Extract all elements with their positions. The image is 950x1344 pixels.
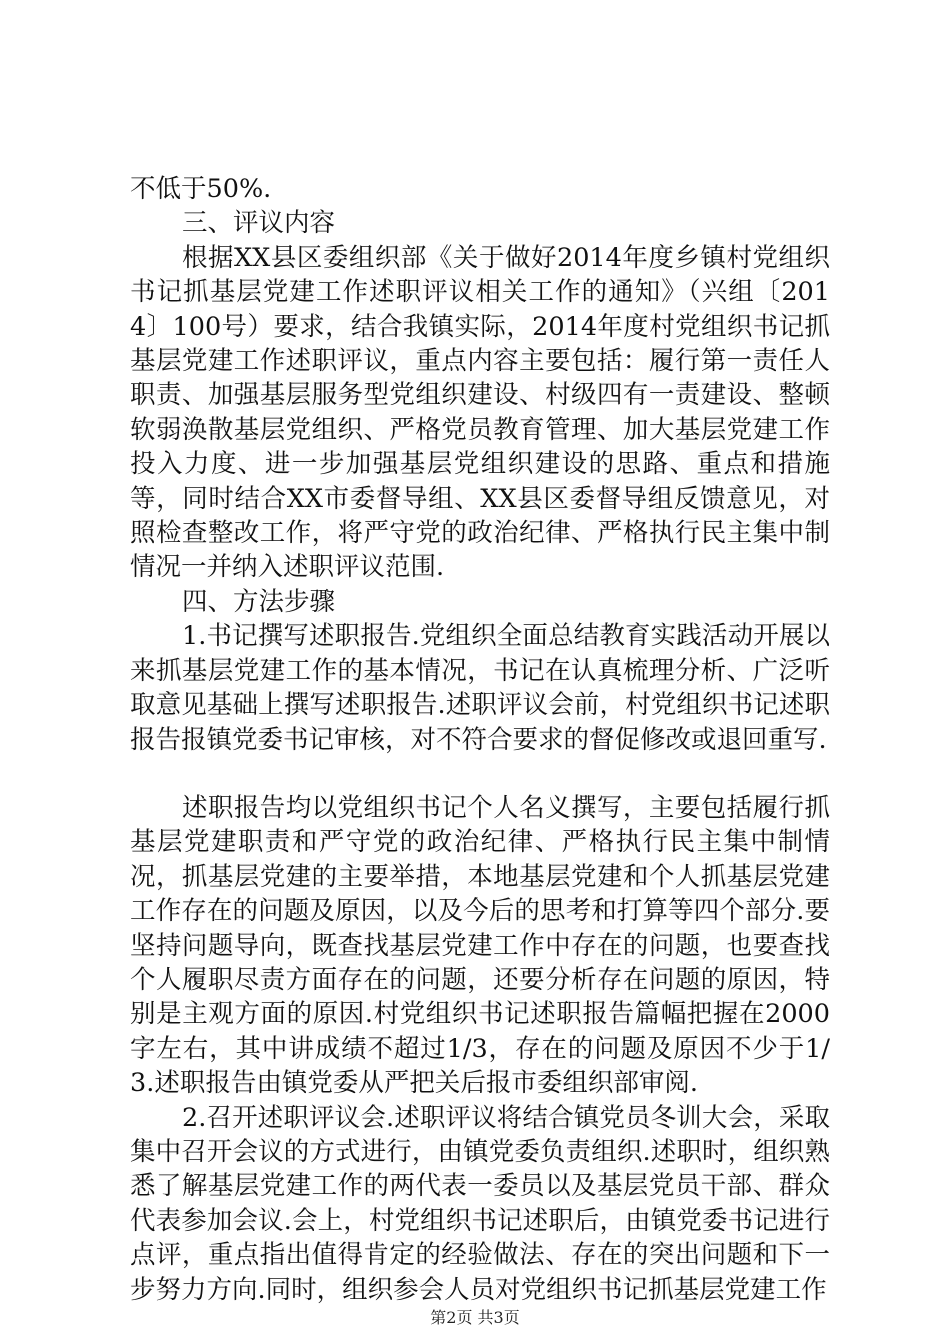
paragraph-continuation: 不低于50%. [130,174,272,204]
paragraph-gap [130,757,830,791]
paragraph-step-2: 2.召开述职评议会.述职评议将结合镇党员冬训大会，采取集中召开会议的方式进行，由镇党委负责组织.述职时，组织熟悉了解基层党建工作的两代表一委员以及基层党员干部、群众代表参加会议.会上，村党组织书记述职后，由镇党委书记进行点评，重点指出值得肯定的经验做法、存在的突出问题和下一步努力方向.同时，组织参会人员对党组织书记抓基层党建工作 [130,1102,830,1305]
page-footer: 第2页 共3页 [430,1308,520,1327]
paragraph-evaluation-content: 根据XX县区委组织部《关于做好2014年度乡镇村党组织书记抓基层党建工作述职评议相关工作的通知》（兴组〔2014〕100号）要求，结合我镇实际，2014年度村党组织书记抓基层党建工作述职评议，重点内容主要包括：履行第一责任人职责、加强基层服务型党组织建设、村级四有一责建设、整顿软弱涣散基层党组织、严格党员教育管理、加大基层党建工作投入力度、进一步加强基层党组织建设的思路、重点和措施等，同时结合XX市委督导组、XX县区委督导组反馈意见，对照检查整改工作，将严守党的政治纪律、严格执行民主集中制情况一并纳入述职评议范围. [130,242,830,583]
document-body [130,172,830,1307]
section-heading-evaluation-content: 三、评议内容 [182,208,336,239]
paragraph-report-requirements: 述职报告均以党组织书记个人名义撰写，主要包括履行抓基层党建职责和严守党的政治纪律、严格执行民主集中制情况，抓基层党建的主要举措，本地基层党建和个人抓基层党建工作存在的问题及原因，以及今后的思考和打算等四个部分.要坚持问题导向，既查找基层党建工作中存在的问题，也要查找个人履职尽责方面存在的问题，还要分析存在问题的原因，特别是主观方面的原因.村党组织书记述职报告篇幅把握在2000字左右，其中讲成绩不超过1/3，存在的问题及原因不少于1/3.述职报告由镇党委从严把关后报市委组织部审阅. [130,792,830,1099]
section-heading-method-steps: 四、方法步骤 [182,586,336,617]
paragraph-step-1: 1.书记撰写述职报告.党组织全面总结教育实践活动开展以来抓基层党建工作的基本情况，书记在认真梳理分析、广泛听取意见基础上撰写述职报告.述职评议会前，村党组织书记述职报告报镇党委书记审核，对不符合要求的督促修改或退回重写. [130,621,830,755]
